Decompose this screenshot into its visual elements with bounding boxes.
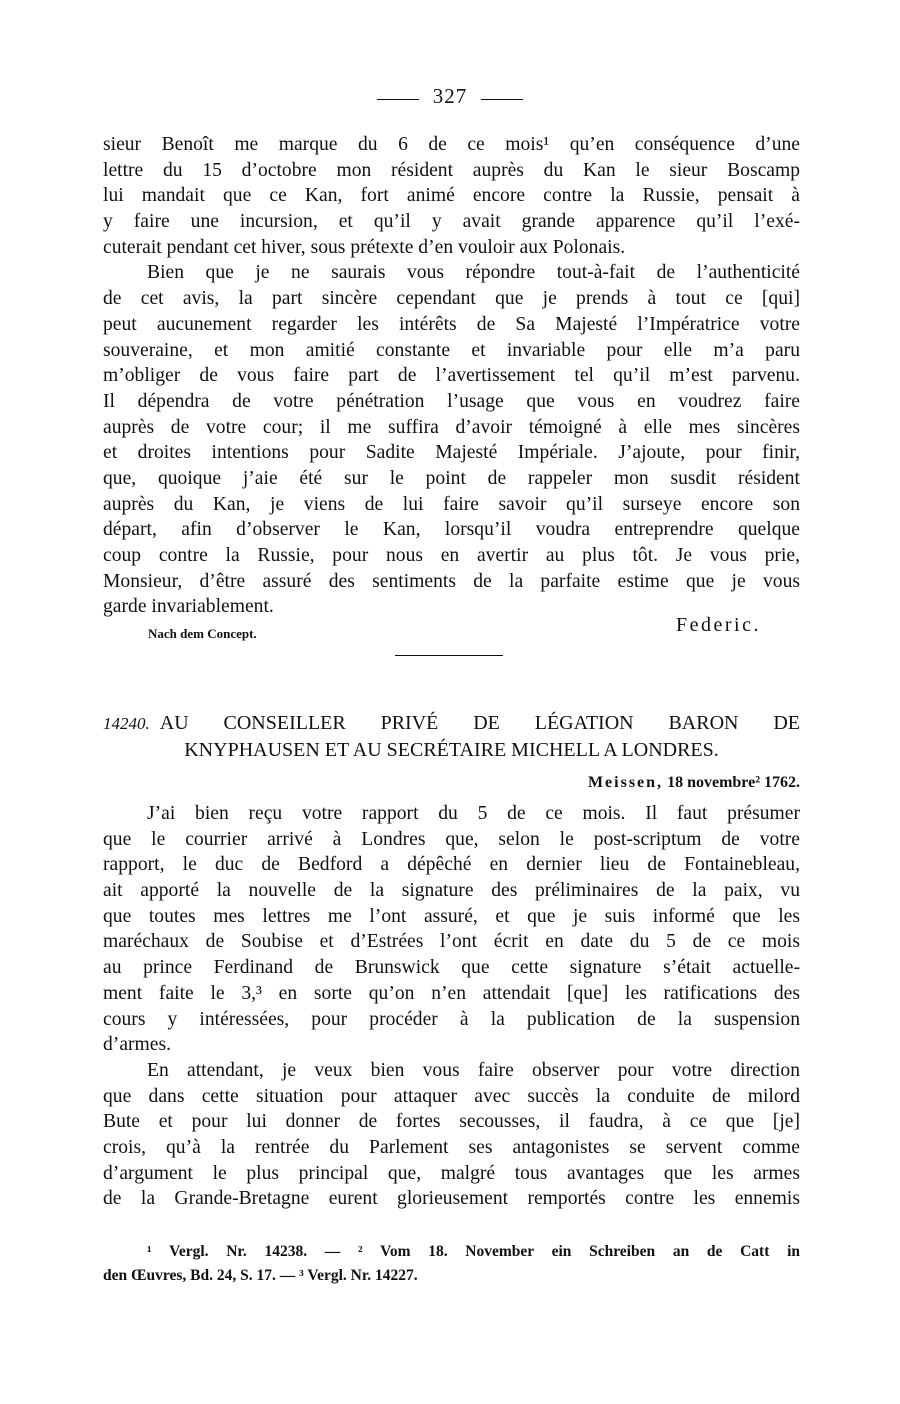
page-header — [0, 84, 900, 109]
text-line: de la Grande-Bretagne eurent glorieusement remportés contre les ennemis — [103, 1188, 800, 1210]
footnote-line: ¹ Vergl. Nr. 14238. — ² Vom 18. November ein Schreiben an de Catt in — [147, 1243, 800, 1260]
text-line: peut aucunement regarder les intérêts de Sa Majesté l’Impératrice votre — [103, 313, 800, 335]
text-line: auprès de votre cour; il me suffira d’avoir témoigné à elle mes sincères — [103, 416, 800, 438]
signature: Federic. — [676, 614, 761, 636]
document-heading — [103, 710, 800, 764]
text-line: lettre du 15 d’octobre mon résident auprès du Kan le sieur Boscamp — [103, 159, 800, 181]
text-line: que, quoique j’aie été sur le point de rappeler mon susdit résident — [103, 467, 800, 489]
text-line: coup contre la Russie, pour nous en avertir au plus tôt. Je vous prie, — [103, 545, 800, 566]
section-divider — [395, 655, 503, 656]
source-note: Nach dem Concept. — [148, 626, 257, 641]
text-line: cours y intéressées, pour procéder à la publication de la suspension — [103, 1008, 800, 1030]
footnotes — [103, 1240, 800, 1288]
text-line: sieur Benoît me marque du 6 de ce mois¹ qu’en conséquence d’une — [103, 134, 800, 155]
text-line: J’ai bien reçu votre rapport du 5 de ce mois. Il faut présumer — [147, 803, 800, 824]
header-dash-right — [481, 99, 523, 100]
text-line: d’argument le plus principal que, malgré tous avantages que les armes — [103, 1162, 800, 1184]
text-line: lui mandait que ce Kan, fort animé encore contre la Russie, pensait à — [103, 185, 800, 207]
text-line: garde invariablement. — [103, 596, 274, 618]
text-line: au prince Ferdinand de Brunswick que cette signature s’était actuelle- — [103, 957, 800, 979]
text-line: m’obliger de vous faire part de l’avertissement tel qu’il m’est parvenu. — [103, 365, 800, 387]
text-line: crois, qu’à la rentrée du Parlement ses antagonistes se servent comme — [103, 1136, 800, 1158]
text-line: rapport, le duc de Bedford a dépêché en dernier lieu de Fontainebleau, — [103, 854, 800, 876]
heading-line-1 — [103, 710, 800, 737]
text-line: y faire une incursion, et qu’il y avait grande apparence qu’il l’exé- — [103, 211, 800, 233]
heading-text-1: AU CONSEILLER PRIVÉ DE LÉGATION BARON DE — [159, 712, 800, 734]
text-line: cuterait pendant cet hiver, sous prétexte d’en vouloir aux Polonais. — [103, 236, 626, 258]
letter-body-continued — [103, 132, 800, 620]
text-line: ment faite le 3,³ en sorte qu’on n’en attendait [que] les ratifications des — [103, 982, 800, 1004]
document-number: 14240. — [103, 714, 150, 733]
text-line: de cet avis, la part sincère cependant que je prends à tout ce [qui] — [103, 288, 800, 310]
text-line: ait apporté la nouvelle de la signature des préliminaires de la paix, vu — [103, 880, 800, 902]
footnote-line: den Œuvres, Bd. 24, S. 17. — ³ Vergl. Nr. 14227. — [103, 1267, 418, 1284]
text-line: En attendant, je veux bien vous faire observer pour votre direction — [147, 1059, 800, 1081]
text-line: que le courrier arrivé à Londres que, selon le post-scriptum de votre — [103, 828, 800, 850]
text-line: départ, afin d’observer le Kan, lorsqu’il voudra entreprendre quelque — [103, 519, 800, 541]
text-line: que dans cette situation pour attaquer avec succès la conduite de milord — [103, 1085, 800, 1107]
text-line: Il dépendra de votre pénétration l’usage que vous en voudrez faire — [103, 390, 800, 412]
heading-line-2: KNYPHAUSEN ET AU SECRÉTAIRE MICHELL A LONDRES. — [184, 739, 719, 761]
text-line: auprès du Kan, je viens de lui faire savoir qu’il surseye encore son — [103, 493, 800, 515]
date: 18 novembre² 1762. — [667, 774, 800, 791]
text-line: et droites intentions pour Sadite Majesté Impériale. J’ajoute, pour finir, — [103, 442, 800, 464]
text-line: d’armes. — [103, 1034, 172, 1056]
text-line: que toutes mes lettres me l’ont assuré, et que je suis informé que les — [103, 905, 800, 927]
text-line: Monsieur, d’être assuré des sentiments de la parfaite estime que je vous — [103, 570, 800, 592]
letter-body — [103, 801, 800, 1212]
place: Meissen, — [587, 774, 664, 791]
text-line: Bien que je ne saurais vous répondre tout-à-fait de l’authenticité — [147, 262, 800, 284]
header-dash-left — [377, 99, 419, 100]
page-number: 327 — [432, 84, 468, 108]
place-date — [588, 774, 800, 792]
text-line: souveraine, et mon amitié constante et invariable pour elle m’a paru — [103, 339, 800, 361]
text-line: Bute et pour lui donner de fortes secousses, il faudra, à ce que [je] — [103, 1111, 800, 1133]
text-line: maréchaux de Soubise et d’Estrées l’ont écrit en date du 5 de ce mois — [103, 931, 800, 953]
